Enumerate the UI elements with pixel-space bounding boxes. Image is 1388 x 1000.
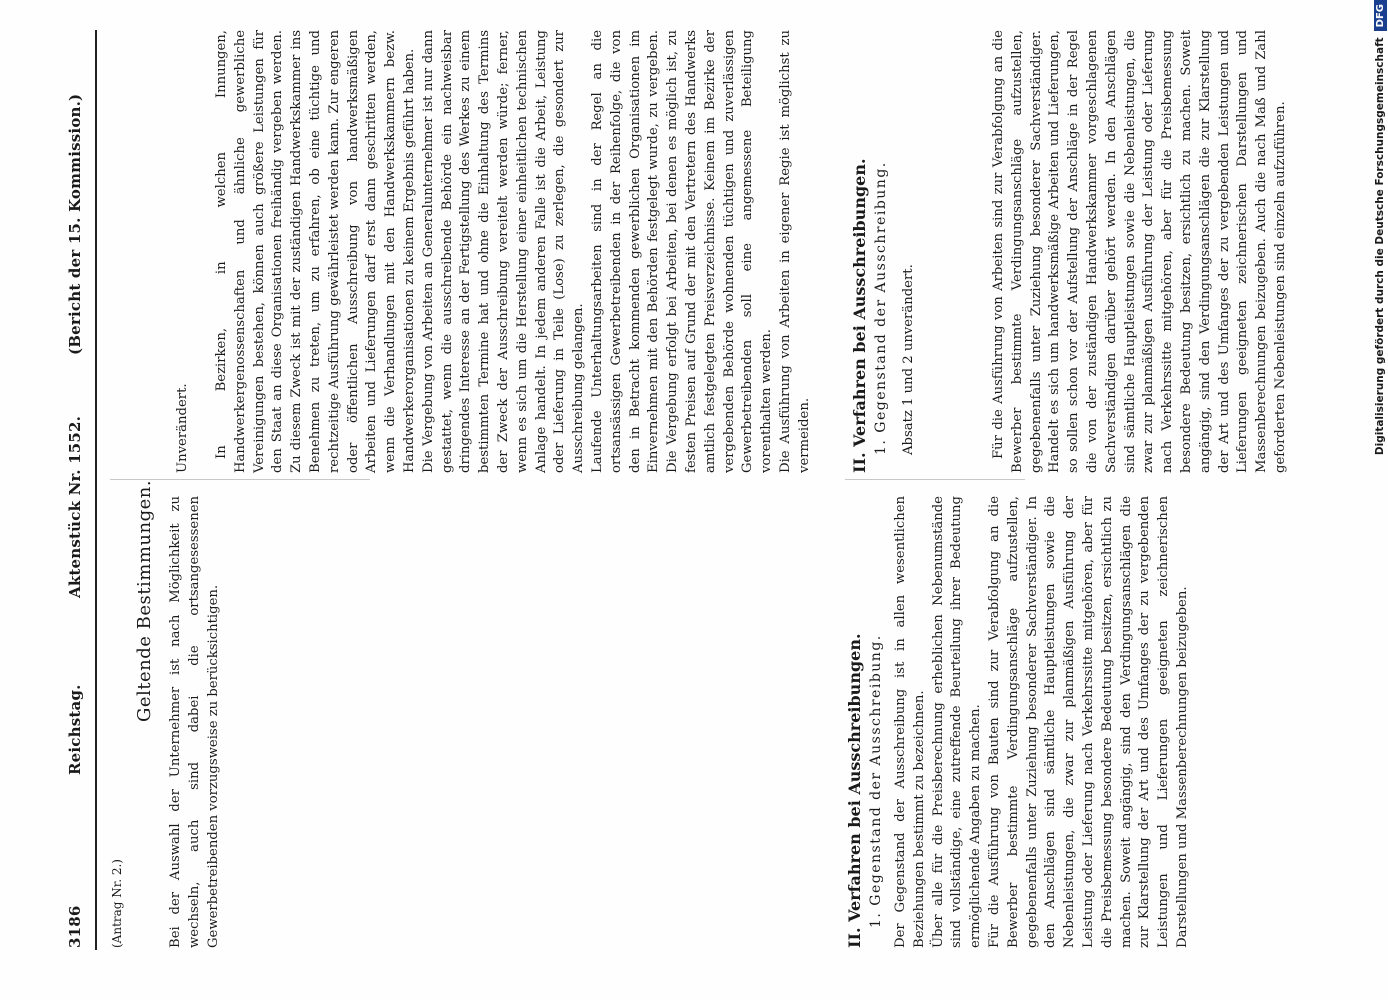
header-report-title: (Bericht der 15. Kommission.): [66, 93, 84, 355]
column-divider-lower: [845, 479, 1025, 480]
column-divider: [110, 479, 370, 480]
left-intro-paragraph: Bei der Auswahl der Unternehmer ist nach Möglichkeit zu wechseln, auch sind dabei die ortsangesessenen Gewerbetreibenden vorzugsweise zu berücksichtigen.: [168, 496, 221, 948]
right-body-text-2: Für die Ausführung von Arbeiten sind zur Verabfolgung an die Bewerber bestimmte Verdingungsanschläge aufzustellen, gegebenenfalls unter Zuziehung besonderer Sachverständiger. Handelt es sich um handwerksmäßige Arbeiten und Lieferungen, so sollen schon vor der Aufstellung der Anschläge in der Regel die von der zuständigen Handwerkskammer vorgeschlagenen Sachverständigen darüber gehört werden. In den Anschlägen sind sämtliche Hauptleistungen sowie die Nebenleistungen, die zwar zur planmäßigen Ausführung der Leistung oder Lieferung nach Verkehrssitte mitgehören, aber für die Preisbemessung besondere Bedeutung besitzen, ersichtlich zu machen. Soweit angängig, sind den Verdingungsanschlägen die zur Klarstellung der Art und des Umfanges der zu vergebenden Leistungen und Lieferungen geeigneten zeichnerischen Darstellungen und Massenberechnungen beizugeben. Auch die nach Maß und Zahl geforderten Nebenleistungen sind einzeln aufzuführen.: [991, 30, 1288, 473]
left-section-heading: II. Verfahren bei Ausschreibungen.: [845, 633, 864, 948]
left-body-text: Der Gegenstand der Ausschreibung ist in allen wesentlichen Beziehungen bestimmt zu bezeichnen. Über alle für die Preisberechnung erheblichen Nebenumstände sind vollständige, eine zutreffende Beurteilung ihrer Bedeutung ermöglichende Angaben zu machen. Für die Ausführung von Bauten sind zur Verabfolgung an die Bewerber bestimmte Verdingungsanschläge aufzustellen, gegebenenfalls unter Zuziehung besonderer Sachverständiger. In den Anschlägen sind sämtliche Hauptleistungen sowie die Nebenleistungen, die zwar zur planmäßigen Ausführung der Leistung oder Lieferung nach Verkehrssitte mitgehören, aber für die Preisbemessung besondere Bedeutung besitzen, ersichtlich zu machen. Soweit angängig, sind den Verdingungsanschlägen die zur Klarstellung der Art und des Umfanges der zu vergebenden Leistungen und Lieferungen geeigneten zeichnerischen Darstellungen und Massenberechnungen beizugeben.: [893, 496, 1190, 948]
header-document-number: Aktenstück Nr. 1552.: [66, 415, 84, 598]
left-sub-heading: 1. Gegenstand der Ausschreibung.: [868, 634, 884, 928]
right-body-text: In Bezirken, in welchen Innungen, Handwerkergenossenschaften und ähnliche gewerbliche Vereinigungen bestehen, können auch größere Leistungen für den Staat an diese Organisationen freihändig vergeben werden. Zu diesem Zweck ist mit der zuständigen Handwerkskammer ins Benehmen zu treten, um zu erfahren, ob eine tüchtige und rechtzeitige Ausführung gewährleistet werden kann. Zur engeren oder öffentlichen Ausschreibung von handwerksmäßigen Arbeiten und Lieferungen darf erst dann geschritten werden, wenn die Verhandlungen mit den Handwerkskammern bezw. Handwerkerorganisationen zu keinem Ergebnis geführt haben. Die Vergebung von Arbeiten an Generalunternehmer ist nur dann gestattet, wenn die ausschreibende Behörde ein nachweisbar dringendes Interesse an der Fertigstellung des Werkes zu einem bestimmten Termine hat und ohne die Einhaltung des Termins der Zweck der Ausschreibung vereitelt werden würde; ferner, wenn es sich um die Herstellung einer einheitlichen technischen Anlage handelt. In jedem anderen Falle ist die Arbeit, Leistung oder Lieferung in Teile (Lose) zu zerlegen, die gesondert zur Ausschreibung gelangen. Laufende Unterhaltungsarbeiten sind in der Regel an die ortsansässigen Gewerbetreibenden in der Reihenfolge, die von den in Betracht kommenden gewerblichen Organisationen im Einvernehmen mit den Behörden festgelegt wurde, zu vergeben. Die Vergebung erfolgt bei Arbeiten, bei denen es möglich ist, zu festen Preisen auf Grund der mit den Vertretern des Handwerks amtlich festgelegten Preisverzeichnisse. Keinem im Bezirke der vergebenden Behörde wohnenden tüchtigen und zuverlässigen Gewerbetreibenden soll eine angemessene Beteiligung vorenthalten werden. Die Ausführung von Arbeiten in eigener Regie ist möglichst zu vermeiden.: [214, 30, 812, 473]
right-unchanged-paragraphs-note: Absatz 1 und 2 unverändert.: [901, 264, 916, 455]
header-rule: [95, 30, 97, 950]
credit-text: Digitalisierung gefördert durch die Deutsche Forschungsgemeinschaft: [1374, 37, 1386, 456]
left-column-heading: Geltende Bestimmungen.: [134, 479, 155, 722]
right-section-heading: II. Verfahren bei Ausschreibungen.: [850, 158, 869, 473]
header-left-title: Reichstag.: [66, 684, 84, 775]
right-unchanged-note: Unverändert.: [175, 383, 190, 473]
dfg-logo: DFG: [1374, 0, 1387, 31]
right-sub-heading: 1. Gegenstand der Ausschreibung.: [873, 161, 889, 455]
page-number: 3186: [66, 905, 84, 948]
motion-reference: (Antrag Nr. 2.): [110, 859, 124, 948]
